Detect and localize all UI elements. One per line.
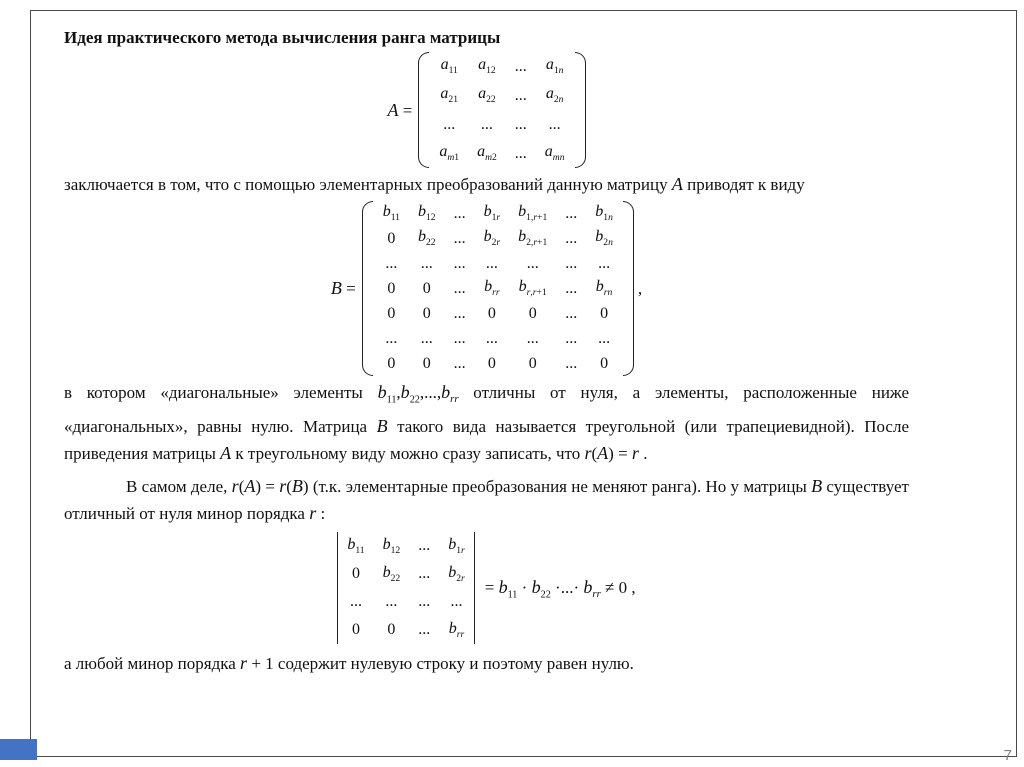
matrix-cell: ... <box>598 254 611 272</box>
matrix-cell: ... <box>514 86 527 104</box>
matrix-cell: ... <box>453 204 466 222</box>
matrix-cell: ... <box>453 329 466 347</box>
matrix-cell: ... <box>526 254 539 272</box>
matrix-cell: ... <box>385 329 398 347</box>
matrix-row <box>430 52 573 81</box>
matrix-row <box>430 139 573 168</box>
matrix-row <box>374 251 622 276</box>
matrix-cell: ... <box>480 115 493 133</box>
left-parenthesis <box>418 52 429 168</box>
matrix-row <box>430 110 573 139</box>
matrix-cell: $a_{12}$ <box>478 56 496 77</box>
matrix-cell: ... <box>418 537 431 555</box>
paragraph-1: заключается в том, что с помощью элементарных преобразований данную матрицу A приводят к виду <box>64 174 805 194</box>
matrix-cell: $b_{11}$ <box>347 536 365 557</box>
slide-content <box>64 28 909 677</box>
matrix-cell: 0 <box>487 304 496 322</box>
matrix-b-block <box>64 201 909 376</box>
determinant-block <box>64 532 909 644</box>
matrix-cell: ... <box>385 593 398 611</box>
matrix-cell: 0 <box>487 354 496 372</box>
matrix-cell: 0 <box>387 354 396 372</box>
matrix-row <box>338 588 473 616</box>
matrix-cell: ... <box>565 204 578 222</box>
matrix-row <box>338 532 473 560</box>
matrix-cell: ... <box>453 254 466 272</box>
matrix-cell: ... <box>385 254 398 272</box>
slide-title: Идея практического метода вычисления ранга матрицы <box>64 28 501 47</box>
matrix-row <box>338 560 473 588</box>
matrix-row <box>374 226 622 251</box>
matrix-cell: ... <box>548 115 561 133</box>
determinant-right-bar <box>474 532 475 644</box>
matrix-b-table <box>374 201 622 376</box>
matrix-cell: 0 <box>528 304 537 322</box>
matrix-cell: $b_{12}$ <box>382 536 401 557</box>
matrix-cell: ... <box>420 329 433 347</box>
matrix-cell: ... <box>450 593 463 611</box>
right-parenthesis <box>575 52 586 168</box>
matrix-cell: 0 <box>422 354 431 372</box>
matrix-cell: 0 <box>387 229 396 247</box>
matrix-row <box>338 616 473 644</box>
matrix-cell: $a_{m1}$ <box>439 143 460 164</box>
matrix-cell: $b_{rr}$ <box>484 278 500 299</box>
matrix-cell: ... <box>453 229 466 247</box>
matrix-cell: ... <box>565 229 578 247</box>
matrix-cell: ... <box>420 254 433 272</box>
paragraph-2: в котором «диагональные» элементы $b_{11},b_{22},...,b_{rr}$ отличны от нуля, а элементы, расположенные ниже «диагональных», равны нулю. Матрица B такого вида называется треугольной (или трапециевидной). После приведения матрицы A к треугольному виду можно сразу записать, что r(A) = r . <box>64 382 909 464</box>
matrix-cell: ... <box>485 254 498 272</box>
matrix-cell: $b_{2,r+1}$ <box>518 228 548 249</box>
matrix-b-trailing-comma: , <box>637 278 643 298</box>
matrix-cell: $b_{2r}$ <box>448 564 465 585</box>
matrix-cell: $b_{22}$ <box>417 228 436 249</box>
matrix-cell: $a_{mn}$ <box>544 143 565 164</box>
matrix-cell: $b_{1r}$ <box>448 536 465 557</box>
matrix-cell: 0 <box>528 354 537 372</box>
matrix-cell: $b_{rn}$ <box>595 278 613 299</box>
matrix-cell: $a_{11}$ <box>440 56 458 77</box>
matrix-row <box>430 81 573 110</box>
determinant-equation: = $b_{11} \cdot b_{22}$ ·...· $b_{rr} \ne 0$ , <box>484 576 636 601</box>
matrix-cell: $b_{22}$ <box>382 564 401 585</box>
matrix-cell: ... <box>565 254 578 272</box>
matrix-cell: $b_{2n}$ <box>595 228 613 249</box>
matrix-row <box>374 201 622 226</box>
matrix-cell: $b_{1,r+1}$ <box>518 203 548 224</box>
matrix-cell: ... <box>418 621 431 639</box>
paragraph-4: а любой минор порядка r + 1 содержит нулевую строку и поэтому равен нулю. <box>64 653 634 674</box>
matrix-cell: ... <box>598 329 611 347</box>
matrix-cell: $b_{11}$ <box>382 203 400 224</box>
matrix-cell: $a_{22}$ <box>478 85 496 106</box>
matrix-cell: ... <box>514 144 527 162</box>
bottom-left-accent-bar <box>0 739 37 760</box>
matrix-row <box>374 351 622 376</box>
matrix-cell: $b_{rr}$ <box>448 620 465 641</box>
matrix-cell: 0 <box>422 279 431 297</box>
matrix-cell: ... <box>526 329 539 347</box>
matrix-cell: ... <box>453 304 466 322</box>
paragraph-3: В самом деле, r(A) = r(B) (т.к. элементарные преобразования не меняют ранга). Но у матрицы B существует отличный от нуля минор порядка r : <box>64 476 909 524</box>
matrix-cell: ... <box>565 279 578 297</box>
matrix-cell: $a_{21}$ <box>440 85 458 106</box>
matrix-cell: $b_{r,r+1}$ <box>518 278 547 299</box>
page-number: 7 <box>1003 747 1012 764</box>
right-parenthesis <box>623 201 634 376</box>
matrix-a-label: A = <box>387 99 413 120</box>
matrix-cell: $b_{1n}$ <box>595 203 613 224</box>
matrix-row <box>374 326 622 351</box>
matrix-cell: 0 <box>387 304 396 322</box>
matrix-cell: 0 <box>387 621 396 639</box>
matrix-cell: ... <box>349 593 362 611</box>
matrix-a-table <box>430 52 573 168</box>
matrix-cell: ... <box>514 57 527 75</box>
matrix-cell: $b_{1r}$ <box>483 203 501 224</box>
matrix-cell: ... <box>418 593 431 611</box>
matrix-row <box>374 276 622 301</box>
matrix-row <box>374 301 622 326</box>
matrix-cell: ... <box>565 354 578 372</box>
matrix-cell: 0 <box>351 621 360 639</box>
matrix-a-block <box>64 52 909 168</box>
matrix-cell: 0 <box>387 279 396 297</box>
left-parenthesis <box>362 201 373 376</box>
matrix-cell: 0 <box>600 304 609 322</box>
matrix-cell: $b_{2r}$ <box>483 228 501 249</box>
matrix-cell: ... <box>443 115 456 133</box>
matrix-cell: 0 <box>600 354 609 372</box>
matrix-cell: ... <box>565 304 578 322</box>
matrix-cell: ... <box>453 279 466 297</box>
matrix-cell: ... <box>514 115 527 133</box>
matrix-cell: ... <box>485 329 498 347</box>
matrix-b-label: B = <box>330 278 356 298</box>
matrix-cell: $b_{12}$ <box>417 203 436 224</box>
matrix-cell: 0 <box>351 565 360 583</box>
matrix-cell: 0 <box>422 304 431 322</box>
determinant-table <box>338 532 473 644</box>
matrix-cell: ... <box>565 329 578 347</box>
matrix-cell: $a_{m2}$ <box>477 143 497 164</box>
matrix-cell: $a_{1n}$ <box>545 56 564 77</box>
matrix-cell: ... <box>418 565 431 583</box>
matrix-cell: ... <box>453 354 466 372</box>
matrix-cell: $a_{2n}$ <box>545 85 564 106</box>
